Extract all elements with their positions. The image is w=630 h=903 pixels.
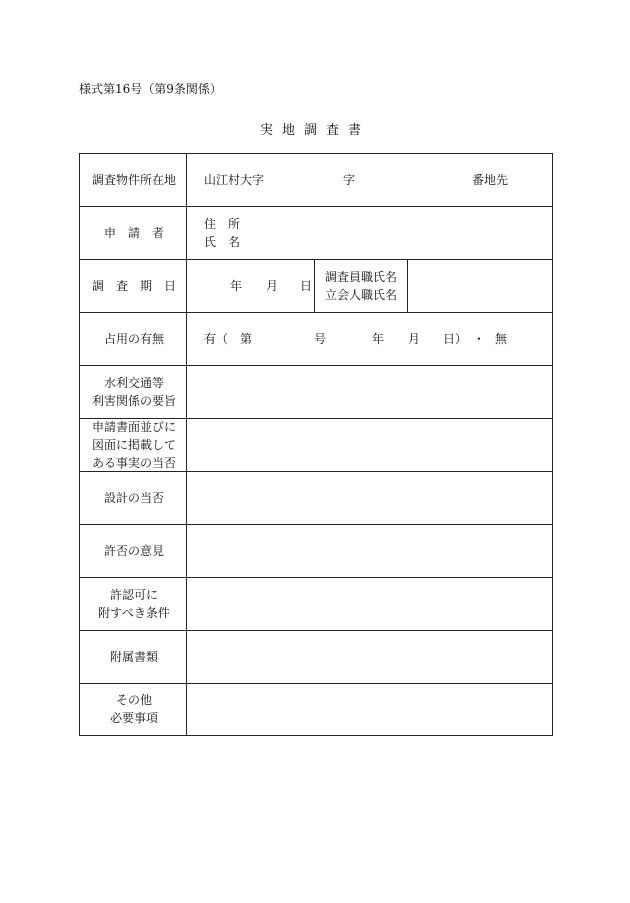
location-village: 山江村大字 — [204, 173, 265, 187]
label-water-use: 水利交通等 利害関係の要旨 — [91, 375, 176, 408]
applicant-fields — [204, 206, 240, 259]
form-number: 様式第16号（第9条関係） — [79, 82, 222, 96]
applicant-address-label: 住 所 — [204, 216, 241, 231]
label-occupancy: 占用の有無 — [103, 331, 164, 346]
occupancy-year: 年 — [372, 331, 385, 346]
survey-year: 年 — [230, 278, 243, 293]
occupancy-number: 号 — [314, 331, 327, 346]
inspector-name-label: 調査員職氏名 — [325, 269, 398, 284]
occupancy-no: 無 — [495, 331, 508, 346]
survey-form-table — [79, 153, 553, 736]
applicant-name-label: 氏 名 — [204, 234, 241, 249]
label-other: その他 必要事項 — [109, 693, 158, 725]
label-conditions: 許認可に 附すべき条件 — [98, 587, 170, 620]
location-banchi: 番地先 — [472, 173, 509, 187]
label-survey-date: 調 査 期 日 — [91, 278, 176, 293]
label-application-facts: 申請書面並びに 図面に掲載して ある事実の当否 — [91, 419, 176, 470]
document-title: 実地調査書 — [259, 123, 370, 138]
occupancy-day: 日） — [443, 331, 468, 346]
date-divider — [314, 259, 315, 312]
survey-day: 日 — [300, 278, 313, 293]
label-column-divider — [186, 154, 187, 735]
inspector-divider — [407, 259, 408, 312]
label-location: 調査物件所在地 — [91, 173, 176, 187]
survey-month: 月 — [266, 278, 279, 293]
location-aza: 字 — [343, 173, 356, 187]
label-design: 設計の当否 — [103, 490, 164, 505]
occupancy-separator: ・ — [473, 331, 486, 346]
occupancy-month: 月 — [408, 331, 421, 346]
label-attachments: 附属書類 — [109, 649, 158, 664]
label-applicant: 申 請 者 — [103, 225, 164, 240]
inspector-labels — [325, 259, 397, 312]
label-opinion: 許否の意見 — [103, 543, 164, 558]
occupancy-yes: 有（ 第 — [204, 331, 253, 346]
witness-name-label: 立会人職氏名 — [325, 287, 398, 302]
